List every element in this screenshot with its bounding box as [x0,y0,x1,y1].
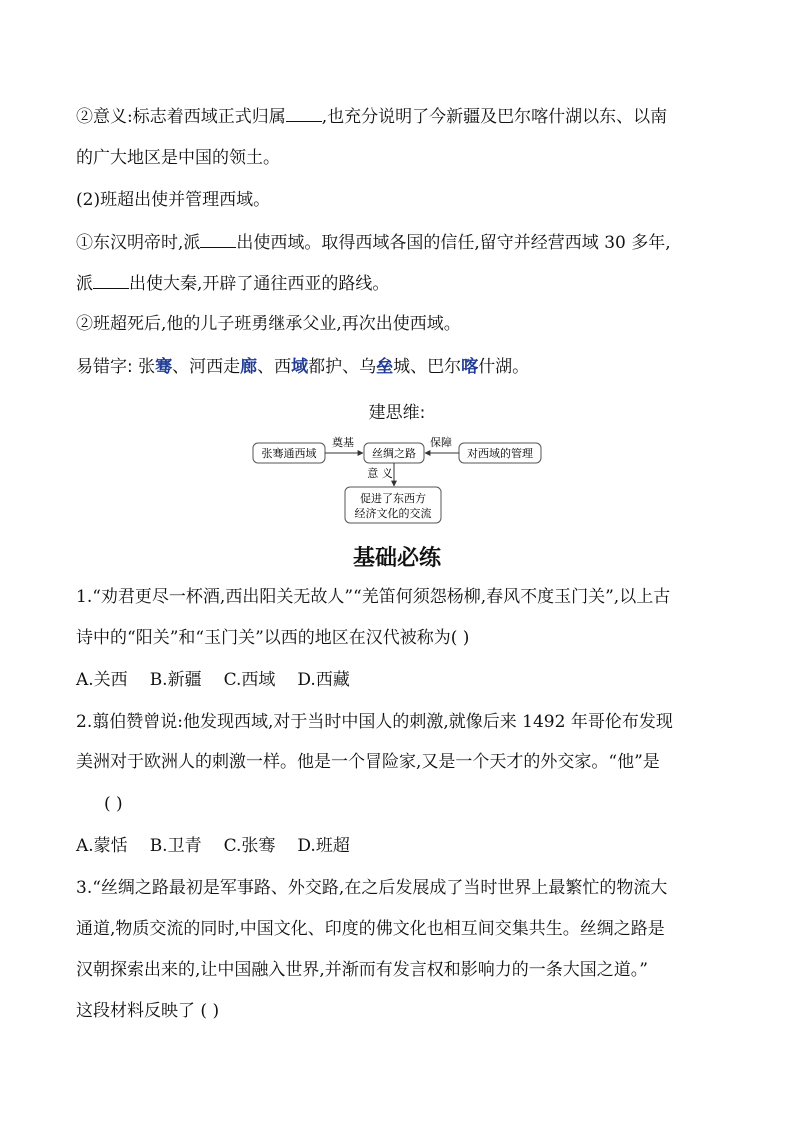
meaning-text-a: ②意义:标志着西域正式归属 [76,107,286,127]
q2-line-1: 2.翦伯赞曾说:他发现西域,对于当时中国人的刺激,就像后来 1492 年哥伦布发现 [76,712,673,732]
typo-text: 张 [138,357,156,377]
daqin-text-a: 派 [76,274,93,294]
daqin-line [76,271,389,296]
q1-line-1: 1.“劝君更尽一杯酒,西出阳关无故人”“羌笛何须怨杨柳,春风不度玉门关”,以上古 [76,587,671,607]
mindmap-edge-right: 保障 [430,436,452,449]
territory-text: 的广大地区是中国的领土。 [76,148,280,168]
mindmap-edge-down: 意 义 [367,467,393,480]
q2-option-c[interactable]: C.张骞 [223,836,276,856]
fill-blank[interactable] [93,271,129,289]
mindmap-bottom-label-2: 经济文化的交流 [354,507,432,520]
q1-option-b[interactable]: B.新疆 [149,670,202,690]
ban-yong-line [76,312,461,336]
mindmap-center-label: 丝绸之路 [372,447,416,460]
q2-option-a[interactable]: A.蒙恬 [76,836,128,856]
mingdi-text-b: 出使西域。取得西域各国的信任,留守并经营西域 30 多年, [236,233,671,253]
section-title: 基础必练 [352,546,441,571]
ban-yong-text: ②班超死后,他的儿子班勇继承父业,再次出使西域。 [76,314,461,334]
typo-highlight: 骞 [155,357,173,377]
typo-text: 什湖。 [478,357,530,377]
q1-line-2: 诗中的“阳关”和“玉门关”以西的地区在汉代被称为( ) [76,628,470,648]
q3-line-2: 通道,物质交流的同时,中国文化、印度的佛文化也相互间交集共生。丝绸之路是 [76,919,665,939]
fill-blank[interactable] [200,230,236,248]
q2-options [76,834,372,858]
territory-line [76,146,280,170]
typo-text: 城、巴尔 [393,357,462,377]
mindmap-left-label: 张骞通西域 [261,447,317,460]
typo-highlight: 域 [291,357,309,377]
typo-highlight: 喀 [461,357,479,377]
typo-label: 易错字: [76,357,133,377]
mindmap-diagram [0,428,794,538]
daqin-text-b: 出使大秦,开辟了通往西亚的路线。 [129,274,390,294]
mindmap-bottom-label-1: 促进了东西方 [360,492,426,505]
q1-option-d[interactable]: D.西藏 [297,670,350,690]
ban-chao-heading [76,188,270,212]
meaning-line [76,104,667,129]
typo-line [76,355,529,379]
meaning-text-b: ,也充分说明了今新疆及巴尔喀什湖以东、以南 [321,107,668,127]
typo-highlight: 廊 [240,357,258,377]
mingdi-text-a: ①东汉明帝时,派 [76,233,201,253]
q1-option-c[interactable]: C.西域 [223,670,276,690]
typo-text: 、河西走 [172,357,241,377]
q1-options [76,668,372,692]
q2-line-2: 美洲对于欧洲人的刺激一样。他是一个冒险家,又是一个天才的外交家。“他”是 [76,752,660,772]
typo-highlight: 垒 [376,357,394,377]
q2-option-b[interactable]: B.卫青 [149,836,202,856]
q3-line-3: 汉朝探索出来的,让中国融入世界,并渐而有发言权和影响力的一条大国之道。” [76,960,648,980]
q1-option-a[interactable]: A.关西 [76,670,128,690]
mindmap-title: 建思维: [368,403,426,423]
mindmap-edge-left: 奠基 [332,436,354,449]
q2-line-3: ( ) [104,794,123,814]
ban-chao-heading-text: (2)班超出使并管理西域。 [76,190,271,210]
q3-line-1: 3.“丝绸之路最初是军事路、外交路,在之后发展成了当时世界上最繁忙的物流大 [76,878,668,898]
q2-option-d[interactable]: D.班超 [297,836,350,856]
q3-line-4: 这段材料反映了 ( ) [76,1001,220,1021]
fill-blank[interactable] [286,104,322,122]
mingdi-line [76,230,671,255]
typo-text: 、西 [257,357,292,377]
typo-text: 都护、乌 [308,357,377,377]
mindmap-right-label: 对西域的管理 [467,447,533,460]
